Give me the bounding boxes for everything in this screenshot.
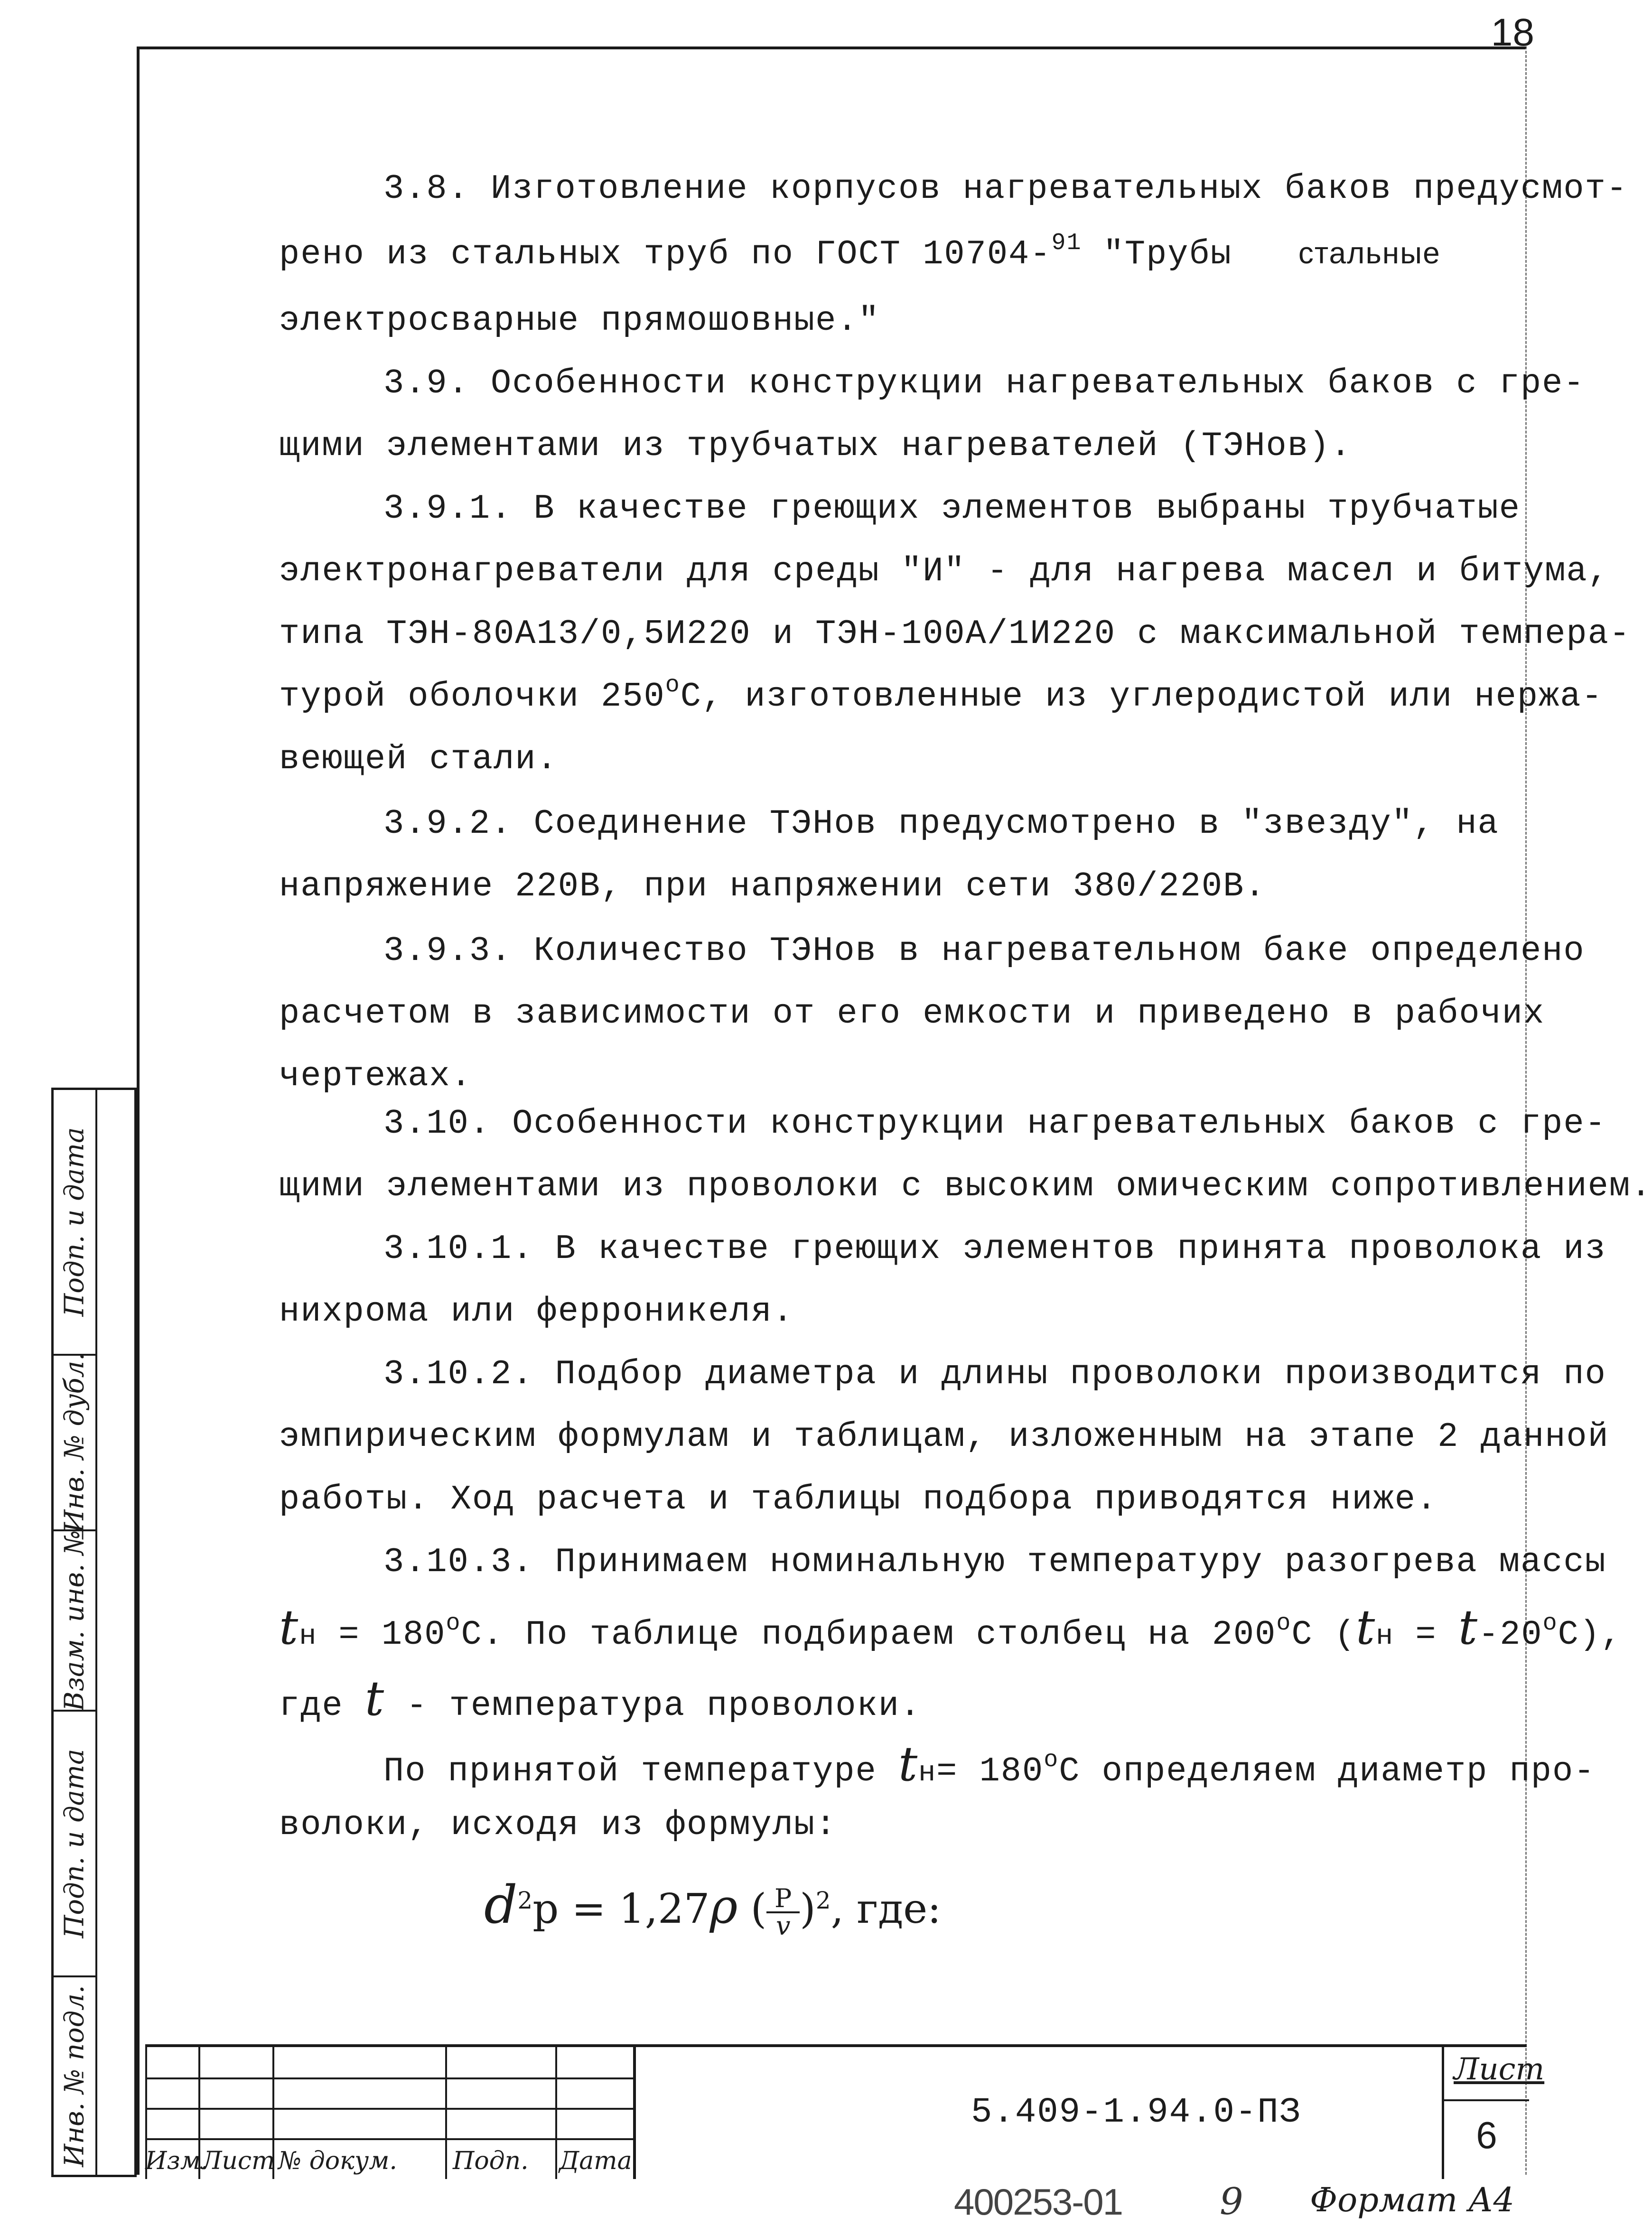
text-line: электронагреватели для среды "И" - для нагрева масел и битума, xyxy=(279,552,1609,591)
title-block xyxy=(145,2044,1545,2179)
text-line: 3.9.1. В качестве греющих элементов выбраны трубчатые xyxy=(383,489,1521,528)
text-line: чертежах. xyxy=(279,1057,472,1096)
text-line: щими элементами из проволоки с высоким омическим сопротивлением. xyxy=(279,1167,1652,1206)
text-line: электросварные прямошовные." xyxy=(279,301,880,340)
text-line: По принятой температуре $tн= 180^oС$ определяем диаметр про- xyxy=(383,1736,1596,1792)
page-format: Формат А4 xyxy=(1310,2180,1515,2219)
text-line: 3.8. Изготовление корпусов нагревательных баков предусмот- xyxy=(383,169,1628,208)
text-line: 3.9.2. Соединение ТЭНов предусмотрено в "звезду", на xyxy=(383,804,1499,843)
text-line: нихрома или ферроникеля. xyxy=(279,1292,794,1331)
text-line: 3.10.3. Принимаем номинальную температуру разогрева массы xyxy=(383,1543,1606,1582)
document-number: 5.409-1.94.0-ПЗ xyxy=(971,2093,1302,2133)
text-line: 3.10. Особенности конструкции нагревательных баков с гре- xyxy=(383,1104,1606,1143)
corner-page-number: 18 xyxy=(1491,11,1534,54)
text-line: 3.9. Особенности конструкции нагревательных баков с гре- xyxy=(383,364,1585,403)
text-line: типа ТЭН-80А13/0,5И220 и ТЭН-100А/1И220 с максимальной темпера- xyxy=(279,615,1631,653)
margin-cell: Взам. инв. № xyxy=(54,1531,95,1712)
inventory-code: 400253-01 xyxy=(954,2181,1123,2223)
text-line: веющей стали. xyxy=(279,740,558,779)
text-line: напряжение 220В, при напряжении сети 380/220В. xyxy=(279,867,1266,906)
sheet-number: 6 xyxy=(1476,2114,1497,2156)
text-line: tн = $180^oС$. По таблице подбираем столбец на 200$^o$С $(tн = t-20^oС)$, xyxy=(279,1600,1623,1655)
text-line: работы. Ход расчета и таблицы подбора приводятся ниже. xyxy=(279,1480,1438,1519)
col-label-sign: Подп. xyxy=(453,2147,529,2175)
margin-cell: Инв. № подл. xyxy=(59,1985,90,2167)
left-stamp-margin xyxy=(51,1088,137,2177)
wire-diameter-formula: $d^2р = 1,27\rho$ ( $\frac{P}{v}$ )$^2$, где: xyxy=(484,1874,942,1941)
col-label-izm: Изм. xyxy=(145,2147,209,2175)
text-line: волоки, исходя из формулы: xyxy=(279,1806,837,1844)
col-label-date: Дата xyxy=(559,2147,632,2175)
text-line: расчетом в зависимости от его емкости и приведено в рабочих xyxy=(279,994,1545,1033)
text-line: где t - температура проволоки. xyxy=(279,1671,922,1726)
footer-mark: 9 xyxy=(1220,2180,1243,2223)
text-line: 3.10.2. Подбор диаметра и длины проволоки производится по xyxy=(383,1355,1606,1394)
text-line: 3.10.1. В качестве греющих элементов принята проволока из xyxy=(383,1229,1606,1268)
sheet-label: Лист xyxy=(1454,2052,1545,2087)
text-line: 3.9.3. Количество ТЭНов в нагревательном баке определено xyxy=(383,931,1585,970)
sheet-box xyxy=(1442,2047,1545,2179)
margin-cell: Подп. и дата xyxy=(54,1712,95,1977)
margin-cell: Инв. № дубл. xyxy=(54,1356,95,1531)
text-line: щими элементами из трубчатых нагревателей (ТЭНов). xyxy=(279,427,1352,466)
col-label-list: Лист xyxy=(201,2147,275,2175)
text-line: эмпирическим формулам и таблицам, изложенным на этапе 2 данной xyxy=(279,1417,1609,1456)
col-label-doc: № докум. xyxy=(278,2147,397,2175)
text-line: рено из стальных труб по ГОСТ 10704-$^{91}$ "Трубы стальные xyxy=(279,230,1441,274)
margin-cell: Подп. и дата xyxy=(54,1090,95,1356)
text-line: турой оболочки 250$^o$С, изготовленные из углеродистой или нержа- xyxy=(279,672,1603,716)
